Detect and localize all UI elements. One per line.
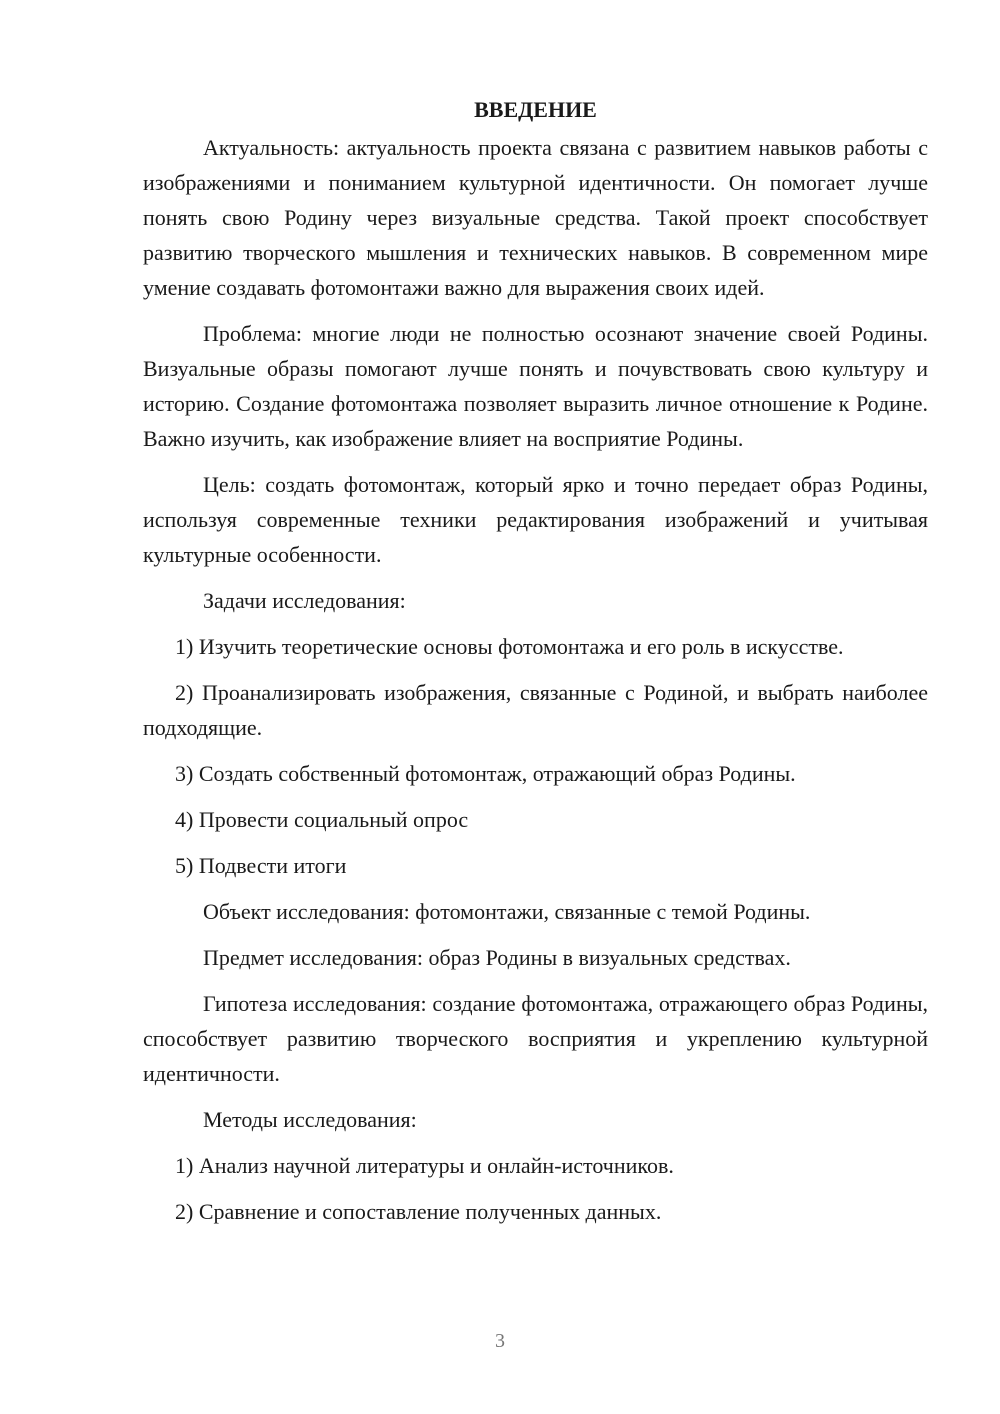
paragraph-goal: Цель: создать фотомонтаж, который ярко и точно передает образ Родины, используя современные техники редактирования изображений и учитывая культурные особенности. <box>143 472 928 567</box>
paragraph-object: Объект исследования: фотомонтажи, связанные с темой Родины. <box>203 899 811 924</box>
method-item-2: 2) Сравнение и сопоставление полученных данных. <box>175 1199 662 1224</box>
task-item-5: 5) Подвести итоги <box>175 853 347 878</box>
document-title: ВВЕДЕНИЕ <box>474 97 597 122</box>
paragraph-problem: Проблема: многие люди не полностью осознают значение своей Родины. Визуальные образы помогают лучше понять и почувствовать свою культуру и историю. Создание фотомонтажа позволяет выразить личное отношение к Родине. Важно изучить, как изображение влияет на восприятие Родины. <box>143 321 928 451</box>
task-item-2: 2) Проанализировать изображения, связанные с Родиной, и выбрать наиболее подходящие. <box>143 680 928 740</box>
document-body <box>143 90 928 1240</box>
tasks-heading: Задачи исследования: <box>203 588 406 613</box>
task-item-3: 3) Создать собственный фотомонтаж, отражающий образ Родины. <box>175 761 796 786</box>
paragraph-subject: Предмет исследования: образ Родины в визуальных средствах. <box>203 945 791 970</box>
method-item-1: 1) Анализ научной литературы и онлайн-источников. <box>175 1153 674 1178</box>
methods-heading: Методы исследования: <box>203 1107 417 1132</box>
paragraph-hypothesis: Гипотеза исследования: создание фотомонтажа, отражающего образ Родины, способствует развитию творческого восприятия и укреплению культурной идентичности. <box>143 991 928 1086</box>
task-item-1: 1) Изучить теоретические основы фотомонтажа и его роль в искусстве. <box>175 634 844 659</box>
page-number: 3 <box>495 1330 505 1352</box>
paragraph-relevance: Актуальность: актуальность проекта связана с развитием навыков работы с изображениями и пониманием культурной идентичности. Он помогает лучше понять свою Родину через визуальные средства. Такой проект способствует развитию творческого мышления и технических навыков. В современном мире умение создавать фотомонтажи важно для выражения своих идей. <box>143 135 928 300</box>
task-item-4: 4) Провести социальный опрос <box>175 807 469 832</box>
